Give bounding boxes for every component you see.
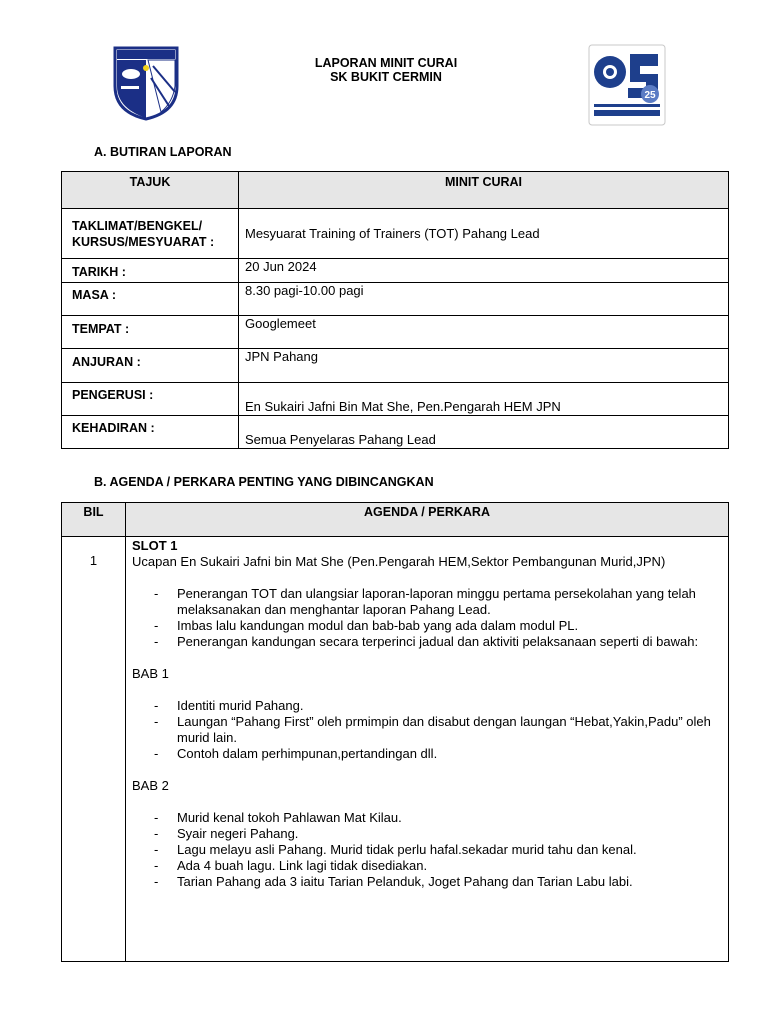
table-header-row: [62, 503, 729, 537]
list-item: - Ada 4 buah lagu. Link lagi tidak disediakan.: [132, 858, 728, 874]
table-row: [62, 283, 729, 316]
list-item: - Contoh dalam perhimpunan,pertandingan dll.: [132, 746, 728, 762]
bab1-list: [132, 698, 728, 762]
logo-number: 25: [644, 90, 656, 101]
list-item: - Identiti murid Pahang.: [132, 698, 728, 714]
col-header-minit: MINIT CURAI: [239, 172, 729, 209]
row-label: PENGERUSI :: [62, 383, 239, 416]
table-row: [62, 209, 729, 259]
row-value: JPN Pahang: [239, 349, 729, 383]
report-details-table: [61, 171, 729, 449]
row-value: Mesyuarat Training of Trainers (TOT) Pahang Lead: [239, 209, 729, 259]
list-item: - Tarian Pahang ada 3 iaitu Tarian Pelanduk, Joget Pahang dan Tarian Labu labi.: [132, 874, 728, 890]
col-header-tajuk: TAJUK: [62, 172, 239, 209]
table-row: [62, 383, 729, 416]
school-crest-logo: [113, 46, 179, 121]
list-item: - Imbas lalu kandungan modul dan bab-bab yang ada dalam modul PL.: [132, 618, 728, 634]
row-value: Semua Penyelaras Pahang Lead: [239, 416, 729, 449]
table-row: [62, 349, 729, 383]
list-item: - Syair negeri Pahang.: [132, 826, 728, 842]
list-item: - Penerangan kandungan secara terperinci jadual dan aktiviti pelaksanaan seperti di bawah:: [132, 634, 728, 650]
row-label: MASA :: [62, 283, 239, 316]
bab2-list: [132, 810, 728, 890]
agenda-table: [61, 502, 729, 962]
col-header-bil: BIL: [62, 503, 126, 537]
row-label: TARIKH :: [62, 259, 239, 283]
speech-line: Ucapan En Sukairi Jafni bin Mat She (Pen.Pengarah HEM,Sektor Pembangunan Murid,JPN): [132, 554, 666, 569]
row-label: TAKLIMAT/BENGKEL/ KURSUS/MESYUARAT :: [62, 209, 239, 259]
row-value: 20 Jun 2024: [239, 259, 729, 283]
ts25-programme-logo: [588, 44, 666, 126]
list-item: - Penerangan TOT dan ulangsiar laporan-laporan minggu pertama persekolahan yang telah melaksanakan dan menghantar laporan Pahang Lead.: [132, 586, 728, 618]
table-row: [62, 316, 729, 349]
row-label: KEHADIRAN :: [62, 416, 239, 449]
col-header-agenda: AGENDA / PERKARA: [126, 503, 729, 537]
bab2-title: BAB 2: [132, 778, 169, 793]
row-value: Googlemeet: [239, 316, 729, 349]
bab1-title: BAB 1: [132, 666, 169, 681]
section-b-heading: B. AGENDA / PERKARA PENTING YANG DIBINCANGKAN: [94, 475, 434, 489]
row-label: TEMPAT :: [62, 316, 239, 349]
list-item: - Lagu melayu asli Pahang. Murid tidak perlu hafal.sekadar murid tahu dan kenal.: [132, 842, 728, 858]
row-value: En Sukairi Jafni Bin Mat She, Pen.Pengarah HEM JPN: [239, 383, 729, 416]
title-line-1: LAPORAN MINIT CURAI: [314, 56, 458, 70]
table-header-row: [62, 172, 729, 209]
intro-list: [132, 586, 728, 650]
row-number: 1: [62, 537, 126, 962]
list-item: - Laungan “Pahang First” oleh prmimpin dan disabut dengan laungan “Hebat,Yakin,Padu” oleh murid lain.: [132, 714, 728, 746]
document-title: [270, 56, 502, 84]
table-row: [62, 537, 729, 962]
agenda-content: [126, 537, 729, 962]
list-item: - Murid kenal tokoh Pahlawan Mat Kilau.: [132, 810, 728, 826]
table-row: [62, 259, 729, 283]
slot-title: SLOT 1: [132, 538, 178, 553]
section-a-heading: A. BUTIRAN LAPORAN: [94, 145, 232, 159]
title-line-2: SK BUKIT CERMIN: [330, 70, 442, 84]
table-row: [62, 416, 729, 449]
row-label: ANJURAN :: [62, 349, 239, 383]
row-value: 8.30 pagi-10.00 pagi: [239, 283, 729, 316]
